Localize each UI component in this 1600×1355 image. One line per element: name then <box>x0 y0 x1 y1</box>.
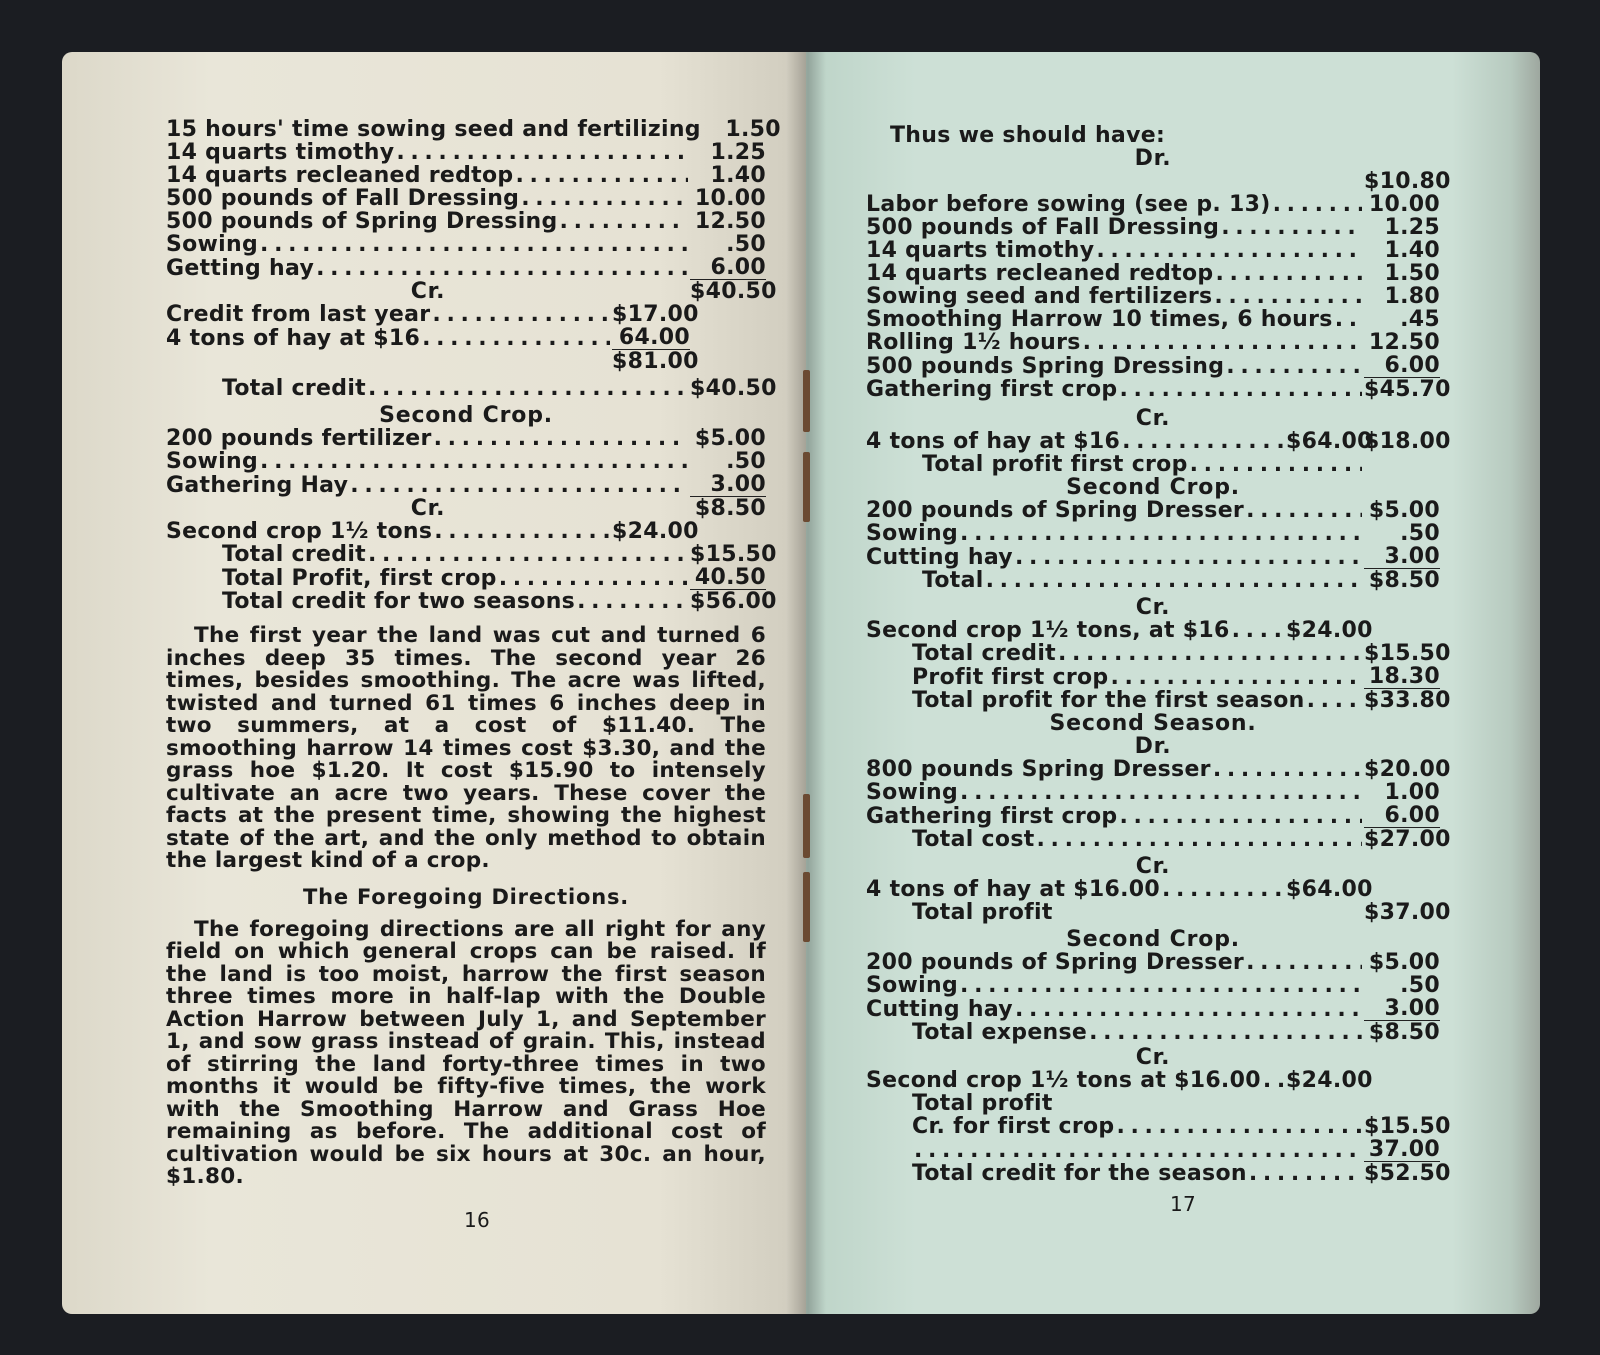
row-amount: 10.00 <box>694 186 766 211</box>
table-row <box>866 827 1451 852</box>
book-spine-gutter <box>786 52 826 1314</box>
row-amount: $5.00 <box>1368 498 1440 523</box>
row-amount: 18.30 <box>1364 665 1440 689</box>
table-row <box>866 997 1440 1021</box>
table-row <box>866 193 1440 216</box>
table-row <box>866 239 1440 262</box>
row-amount: $40.50 <box>690 376 777 401</box>
cr-heading: Cr. <box>1135 1045 1171 1070</box>
table-row <box>866 878 1440 901</box>
table-row <box>866 522 1440 545</box>
table-row <box>866 453 1440 476</box>
row-label: 14 quarts timothy <box>166 140 395 165</box>
cr-heading: Cr. <box>1135 595 1171 620</box>
row-amount: 6.00 <box>1364 354 1440 378</box>
row-label: 500 pounds of Spring Dressing <box>166 209 558 234</box>
row-amount: $24.00 <box>1286 1068 1373 1093</box>
row-label: Rolling 1½ hours <box>866 330 1081 355</box>
subtotal-amount: $8.50 <box>694 496 766 521</box>
row-amount: 1.00 <box>1384 780 1440 805</box>
table-row <box>166 233 766 256</box>
row-label: 500 pounds of Fall Dressing <box>166 186 520 211</box>
row-amount: 3.00 <box>1364 545 1440 569</box>
row-amount: 10.00 <box>1368 192 1440 217</box>
row-label: 14 quarts recleaned redtop <box>866 261 1214 286</box>
table-row <box>166 473 766 497</box>
staple <box>803 452 810 522</box>
intro-text: Thus we should have: <box>890 123 1166 148</box>
row-label: Total <box>922 568 984 593</box>
row-label: Credit from last year <box>166 302 431 327</box>
subtotal-row <box>166 279 777 304</box>
row-label: Cr. for first crop <box>912 1114 1115 1139</box>
cr-heading: Cr. <box>410 496 446 521</box>
table-row <box>866 1092 1440 1115</box>
row-label: Second crop 1½ tons, at $16 <box>866 618 1230 643</box>
row-label: 500 pounds Spring Dressing <box>866 354 1225 379</box>
row-label: Sowing <box>866 973 959 998</box>
row-amount: $45.70 <box>1364 377 1451 402</box>
table-row <box>866 331 1440 354</box>
row-label: 4 tons of hay at $16.00 <box>866 877 1161 902</box>
table-row <box>866 974 1440 997</box>
table-row <box>166 589 777 614</box>
row-label: Profit first crop <box>912 665 1109 690</box>
table-row <box>866 262 1440 285</box>
row-label: Second crop 1½ tons <box>166 519 433 544</box>
row-label: Second crop 1½ tons at $16.00 <box>866 1068 1261 1093</box>
table-row <box>866 169 1451 194</box>
second-season-heading: Second Season. <box>1049 711 1257 736</box>
table-row <box>866 545 1440 569</box>
row-amount: .50 <box>1400 973 1440 998</box>
row-amount: 37.00 <box>1364 1138 1440 1162</box>
row-label: Gathering Hay <box>166 473 349 498</box>
subtotal-amount: $40.50 <box>690 279 777 304</box>
table-row <box>866 688 1451 713</box>
row-amount: 1.25 <box>710 140 766 165</box>
staple <box>803 794 810 858</box>
row-label: Total cost <box>912 827 1035 852</box>
row-amount: 1.25 <box>1384 215 1440 240</box>
row-label: Total profit <box>912 1091 1053 1116</box>
row-label: 4 tons of hay at $16 <box>866 429 1121 454</box>
row-label: Smoothing Harrow 10 times, 6 hours <box>866 307 1333 332</box>
row-label: Cutting hay <box>866 997 1013 1022</box>
table-row <box>866 429 1451 454</box>
row-label: Total profit first crop <box>922 452 1188 477</box>
row-label: Cutting hay <box>866 545 1013 570</box>
row-amount: $56.00 <box>690 589 777 614</box>
row-amount: .50 <box>726 449 766 474</box>
staple <box>803 872 810 942</box>
row-amount: $5.00 <box>1368 950 1440 975</box>
foregoing-heading: The Foregoing Directions. <box>302 884 630 909</box>
row-amount: $52.50 <box>1364 1161 1451 1186</box>
table-row <box>866 499 1440 522</box>
row-amount: $8.50 <box>1368 568 1440 593</box>
table-row <box>166 326 766 350</box>
table-row <box>866 804 1440 828</box>
row-amount: .50 <box>726 232 766 257</box>
left-page <box>62 52 806 1314</box>
table-row <box>866 1069 1440 1092</box>
row-label: Sowing <box>866 780 959 805</box>
table-row <box>866 354 1440 378</box>
row-amount: 1.80 <box>1384 284 1440 309</box>
table-row <box>166 450 766 473</box>
row-amount: $24.00 <box>612 519 699 544</box>
row-amount: $37.00 <box>1364 900 1451 925</box>
row-label: Gathering first crop <box>866 804 1118 829</box>
row-label: Sowing <box>166 232 259 257</box>
table-row <box>866 1021 1440 1044</box>
table-row <box>866 900 1451 925</box>
row-amount-total: $18.00 <box>1364 429 1451 454</box>
table-row <box>866 1114 1451 1139</box>
row-amount: $15.50 <box>1364 1114 1451 1139</box>
paragraph-foregoing: The foregoing directions are all right for any field on which general crops can be raised. If the land is too moist, harrow the first season three times more in half-lap with the Double Action Harrow between July 1, and September 1, and sow grass instead of grain. This, instead of stirring the land forty-three times in two months it would be fifty-five times, the work with the Smoothing Harrow and Grass Hoe remaining as before. The additional cost of cultivation would be six hours at 30c. an hour, $1.80. <box>166 916 766 1189</box>
second-crop-heading: Second Crop. <box>1066 927 1240 952</box>
cr-heading: Cr. <box>410 279 446 304</box>
row-amount: $15.50 <box>690 542 777 567</box>
table-row <box>866 665 1440 689</box>
right-page <box>806 52 1540 1314</box>
table-row <box>166 303 766 326</box>
row-label: Sowing seed and fertilizers <box>866 284 1213 309</box>
row-amount: 12.50 <box>694 209 766 234</box>
row-label: Total profit for the first season <box>912 688 1305 713</box>
row-amount: .50 <box>1400 521 1440 546</box>
table-row <box>866 757 1451 782</box>
table-row <box>166 210 766 233</box>
cr-heading: Cr. <box>1135 854 1171 879</box>
table-row <box>866 1161 1451 1186</box>
row-amount: 1.50 <box>725 117 781 142</box>
row-amount: $64.00 <box>1286 429 1373 454</box>
table-row <box>866 951 1440 974</box>
row-label: Total Profit, first crop <box>222 566 497 591</box>
row-label: Total credit <box>222 376 366 401</box>
sum-row <box>166 350 766 373</box>
row-amount: 1.50 <box>1384 261 1440 286</box>
row-amount: $24.00 <box>1286 618 1373 643</box>
second-crop-heading: Second Crop. <box>379 403 553 428</box>
row-amount: 1.40 <box>1384 238 1440 263</box>
row-label: Gathering first crop <box>866 377 1118 402</box>
row-label: Total profit <box>912 900 1053 925</box>
row-label: Sowing <box>166 449 259 474</box>
row-label: Sowing <box>866 521 959 546</box>
right-cost-table <box>866 123 1451 1186</box>
left-cost-table <box>166 117 781 614</box>
page-number-right: 17 <box>1170 1192 1197 1216</box>
table-row <box>866 1138 1440 1162</box>
row-amount: 6.00 <box>690 256 766 280</box>
table-row <box>166 164 766 187</box>
row-label: Getting hay <box>166 256 315 281</box>
dr-heading: Dr. <box>1134 146 1172 171</box>
staple <box>803 370 810 432</box>
table-row <box>866 377 1451 402</box>
row-amount: $27.00 <box>1364 827 1451 852</box>
table-row <box>166 256 766 280</box>
row-label: 200 pounds of Spring Dresser <box>866 950 1245 975</box>
credit-sum: $81.00 <box>612 349 699 374</box>
table-row <box>866 308 1440 331</box>
table-row <box>166 520 766 543</box>
row-label: 4 tons of hay at $16 <box>166 326 421 351</box>
row-amount: $15.50 <box>1364 641 1451 666</box>
row-amount: 3.00 <box>1364 997 1440 1021</box>
row-amount: 1.40 <box>710 163 766 188</box>
row-amount: .45 <box>1400 307 1440 332</box>
row-amount: $5.00 <box>694 426 766 451</box>
row-label: Total credit <box>222 542 366 567</box>
row-label: 14 quarts recleaned redtop <box>166 163 514 188</box>
table-row <box>866 569 1440 592</box>
dr-heading: Dr. <box>1134 734 1172 759</box>
page-number-left: 16 <box>464 1208 491 1232</box>
row-label: Total credit for two seasons <box>222 589 576 614</box>
row-label: Total credit for the season <box>912 1161 1247 1186</box>
row-label: 800 pounds Spring Dresser <box>866 757 1211 782</box>
cr-heading: Cr. <box>1135 406 1171 431</box>
open-booklet <box>62 52 1540 1314</box>
subtotal-row <box>166 497 766 520</box>
table-row <box>166 141 766 164</box>
row-amount: $10.80 <box>1364 169 1451 194</box>
table-row <box>166 427 766 450</box>
row-amount: $8.50 <box>1368 1020 1440 1045</box>
row-amount: 12.50 <box>1368 330 1440 355</box>
row-amount: $20.00 <box>1364 757 1451 782</box>
row-label: Total credit <box>912 641 1056 666</box>
paragraph-cultivation: The first year the land was cut and turned 6 inches deep 35 times. The second year 26 times, besides smoothing. The acre was lifted, twisted and turned 61 times 6 inches deep in two summers, at a cost of $11.40. The smoothing harrow 14 times cost $3.30, and the grass hoe $1.20. It cost $15.90 to intensely cultivate an acre two years. These cover the facts at the present time, showing the highest state of the art, and the only method to obtain the largest kind of a crop. <box>166 623 766 873</box>
row-amount: 6.00 <box>1364 804 1440 828</box>
row-amount: $64.00 <box>1286 877 1373 902</box>
table-row <box>166 117 781 142</box>
row-label: 14 quarts timothy <box>866 238 1095 263</box>
table-row <box>866 216 1440 239</box>
table-row <box>866 641 1451 666</box>
row-label: 500 pounds of Fall Dressing <box>866 215 1220 240</box>
table-row <box>166 376 777 401</box>
row-label: Total expense <box>912 1020 1088 1045</box>
row-amount: 3.00 <box>690 473 766 497</box>
table-row <box>166 542 777 567</box>
row-label: 200 pounds of Spring Dresser <box>866 498 1245 523</box>
row-label: 200 pounds fertilizer <box>166 426 432 451</box>
row-amount: 40.50 <box>690 566 766 590</box>
table-row <box>866 781 1440 804</box>
table-row <box>866 619 1440 642</box>
table-row <box>866 285 1440 308</box>
row-label: Labor before sowing (see p. 13) <box>866 192 1271 217</box>
row-amount: $33.80 <box>1364 688 1451 713</box>
row-amount: 64.00 <box>612 326 690 350</box>
table-row <box>166 187 766 210</box>
row-amount: $17.00 <box>612 302 699 327</box>
table-row <box>166 566 766 590</box>
second-crop-heading: Second Crop. <box>1066 475 1240 500</box>
row-label: 15 hours' time sowing seed and fertilizing <box>166 117 701 142</box>
